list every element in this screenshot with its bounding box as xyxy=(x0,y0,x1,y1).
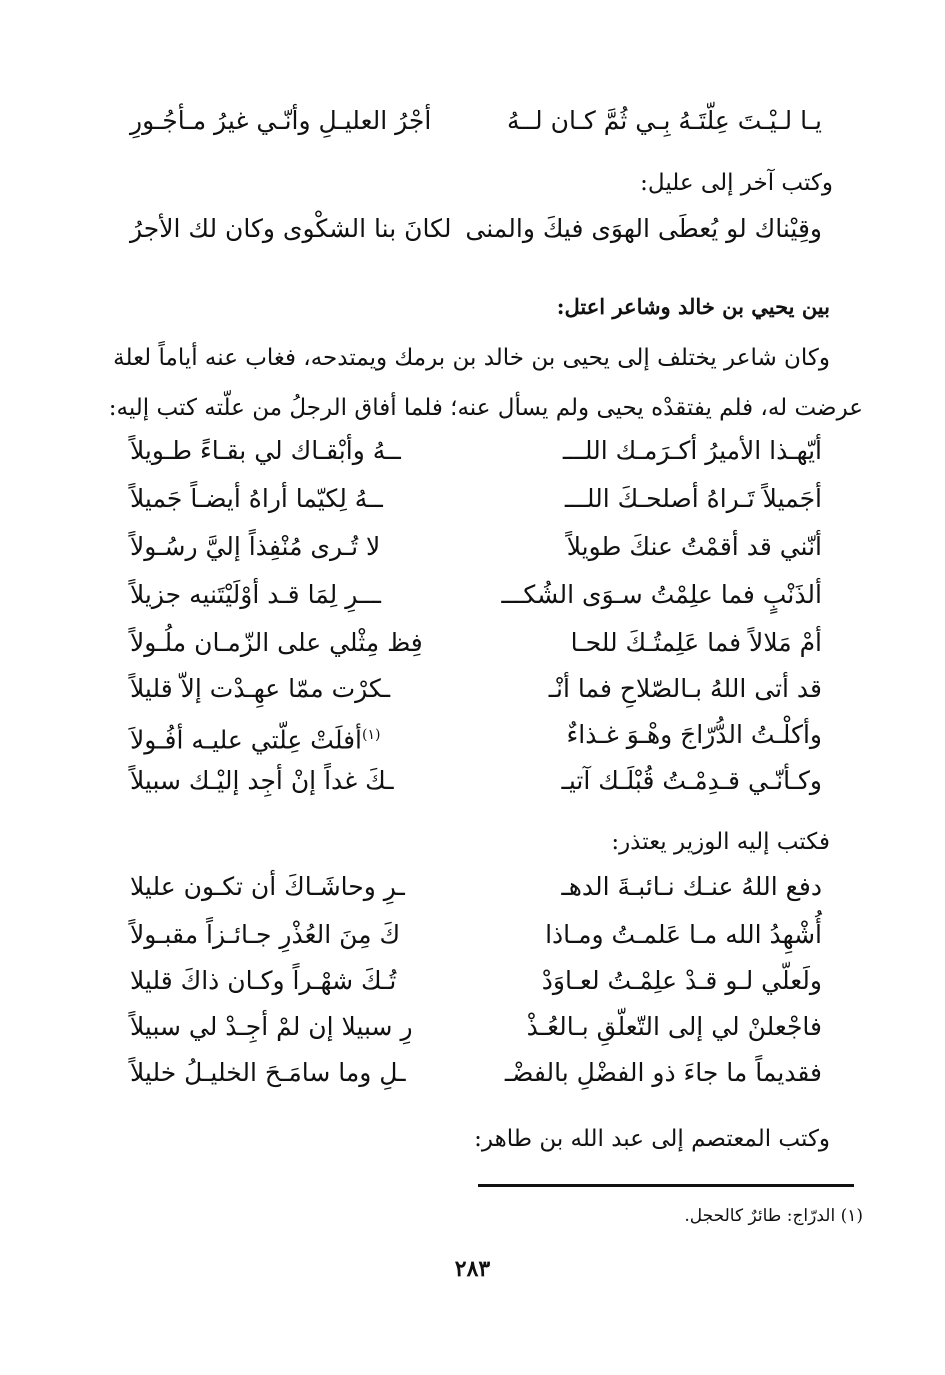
verse-line xyxy=(100,962,830,1002)
verse-first-hemistich: ألذَنْبٍ فما علِمْتُ سـوَى الشُكـــ xyxy=(501,580,822,609)
verse-line xyxy=(100,1054,830,1094)
verse-first-hemistich: قد أتى اللهُ بـالصّلاحِ فما أنْـ xyxy=(548,674,822,703)
verse-second-hemistich: تُـكَ شهْـراً وكـان ذاكَ قليلا xyxy=(130,966,397,995)
verse-first-hemistich: ولَعلّي لـو قـدْ علِمْـتُ لعـاوَدْ xyxy=(541,966,822,995)
verse-line xyxy=(100,528,830,568)
verse-first-hemistich: أمْ مَلالاً فما عَلِمتُـكَ للحـا xyxy=(570,628,822,657)
verse-line xyxy=(100,1008,830,1048)
verse-second-hemistich: ـكَ غداً إنْ أجِد إليْـك سبيلاً xyxy=(130,766,394,795)
footnote: (١) الدرّاج: طائرٌ كالحجل. xyxy=(684,1206,863,1226)
footnote-divider xyxy=(478,1184,854,1187)
verse-line xyxy=(100,716,830,756)
prose-line: وكان شاعر يختلف إلى يحيى بن خالد بن برمك ويمتدحه، فغاب عنه أياماً لعلة xyxy=(113,345,830,371)
verse-line xyxy=(100,210,830,250)
verse-second-hemistich: أجْرُ العليـلِ وأنّـي غيرُ مـأجُـورِ xyxy=(130,106,432,135)
verse-first-hemistich: أيّهـذا الأميرُ أكـرَمـك اللـــ xyxy=(562,436,822,465)
verse-first-hemistich: فقديماً ما جاءَ ذو الفضْلِ بالفضْـ xyxy=(504,1058,822,1087)
intro-text: فكتب إليه الوزير يعتذر: xyxy=(611,829,830,855)
intro-text: وكتب آخر إلى عليل: xyxy=(640,170,833,196)
verse-line xyxy=(100,576,830,616)
verse-first-hemistich: وكـأنّـي قـدِمْـتُ قُبْلَـك آتيـ xyxy=(561,766,822,795)
verse-line xyxy=(100,868,830,908)
verse-first-hemistich: وقِيْناك لو يُعطَى الهوَى فيكَ والمنى xyxy=(465,214,822,243)
verse-second-hemistich: رِ سبيلا إن لمْ أجِـدْ لي سبيلاً xyxy=(130,1012,413,1041)
verse-line xyxy=(100,102,830,142)
verse-second-hemistich: $^{(١)}$أفلَتْ عِلّتي عليـه أفُـولاَ xyxy=(130,725,381,755)
verse-second-hemistich: ــهُ وأبْقـاك لي بقـاءً طـويلاً xyxy=(130,436,401,465)
verse-line xyxy=(100,762,830,802)
verse-first-hemistich: فاجْعلنْ لي إلى التّعلّقِ بـالعُـذْ xyxy=(526,1012,822,1041)
verse-line xyxy=(100,916,830,956)
verse-first-hemistich: دفع اللهُ عنـك نـائبـةَ الدهـ xyxy=(561,872,822,901)
verse-first-hemistich: أُشْهِدُ الله مـا عَلمـتُ ومـاذا xyxy=(545,920,822,949)
verse-second-hemistich: ـــرِ لِمَا قـد أوْلَيْتَنيه جزيلاً xyxy=(130,580,381,609)
verse-second-hemistich: ـرِ وحاشَـاكَ أن تكـون عليلا xyxy=(130,872,405,901)
verse-first-hemistich: وأكلْـتُ الدُّرّاجَ وهْـوَ غـذاءٌ xyxy=(566,720,822,749)
prose-line: عرضت له، فلم يفتقدْه يحيى ولم يسأل عنه؛ فلما أفاق الرجلُ من علّته كتب إليه: xyxy=(108,395,863,421)
verse-line xyxy=(100,480,830,520)
verse-second-hemistich: كَ مِنَ العُذْرِ جـائـزاً مقبـولاً xyxy=(130,920,401,949)
verse-first-hemistich: يـا لـيْـتَ عِلّتَـهُ بِـي ثُمَّ كـان لــهُ xyxy=(507,106,822,135)
verse-second-hemistich: لا تُـرى مُنْفِذاً إليَّ رسُـولاً xyxy=(130,532,381,561)
verse-first-hemistich: أجَميلاً تَـراهُ أصلحـكَ اللـــ xyxy=(564,484,822,513)
verse-line xyxy=(100,624,830,664)
verse-line xyxy=(100,432,830,472)
section-heading: بين يحيي بن خالد وشاعر اعتل: xyxy=(556,294,830,319)
verse-second-hemistich: ـلِ وما سامَـحَ الخليـلُ خليلاً xyxy=(130,1058,406,1087)
verse-second-hemistich: لكانَ بنا الشكْوى وكان لك الأجرُ xyxy=(130,214,452,243)
verse-second-hemistich: فِظ مِثْلي على الزّمـان ملُـولاً xyxy=(130,628,423,657)
verse-second-hemistich: ـكرْت ممّا عهِـدْت إلاّ قليلاً xyxy=(130,674,391,703)
verse-first-hemistich: أنّني قد أقمْتُ عنكَ طويلاً xyxy=(566,532,822,561)
verse-second-hemistich: ــهُ لِكيّما أراهُ أيضـاً جَميلاً xyxy=(130,484,383,513)
intro-text: وكتب المعتصم إلى عبد الله بن طاهر: xyxy=(474,1126,830,1152)
page-number: ٢٨٣ xyxy=(454,1256,491,1282)
footnote-marker: (١) xyxy=(362,727,381,743)
verse-line xyxy=(100,670,830,710)
